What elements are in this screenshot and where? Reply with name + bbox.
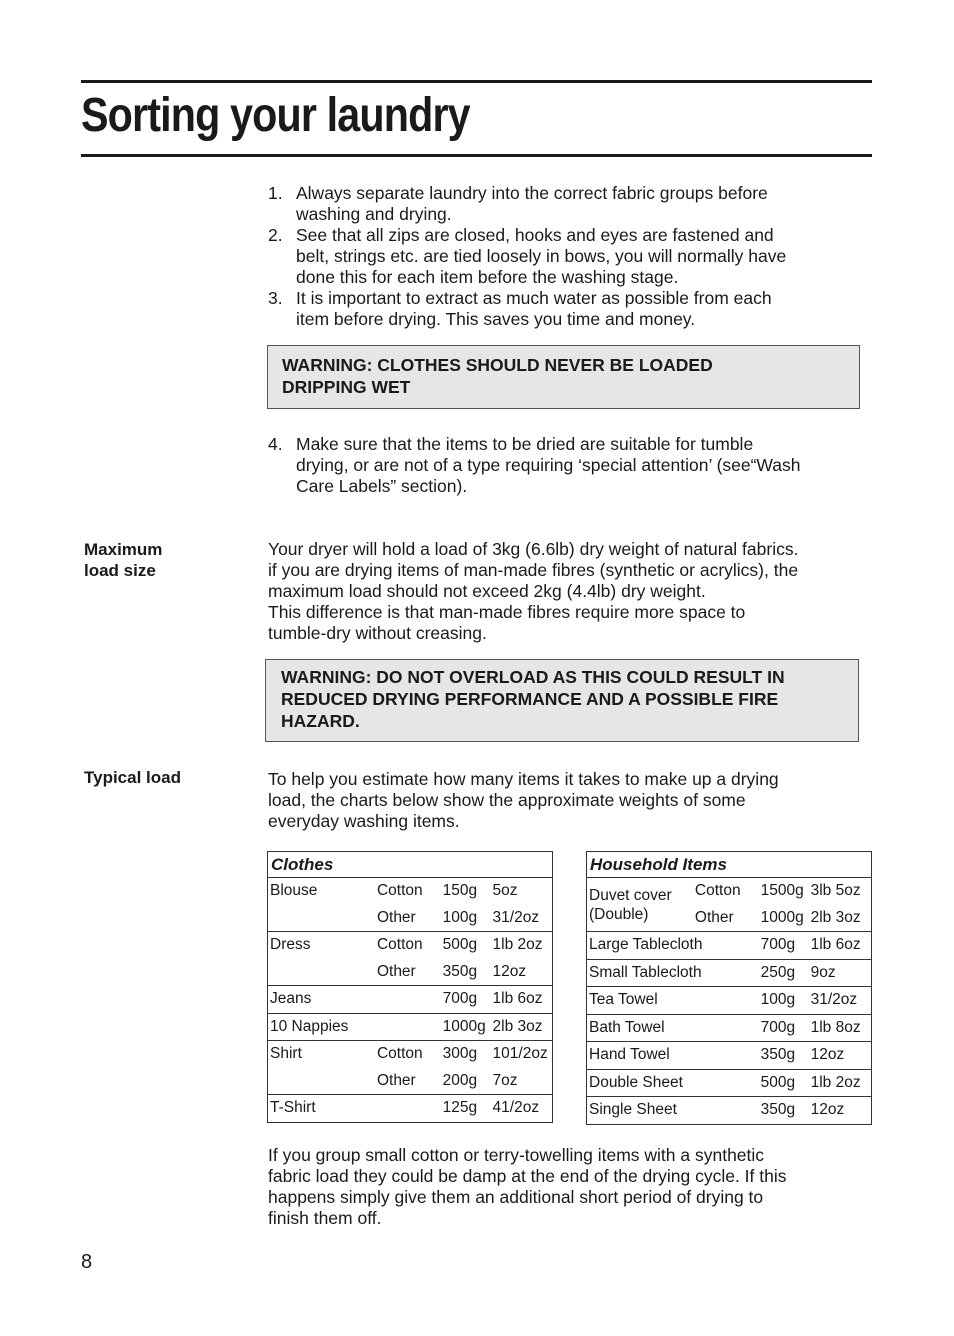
list-item: 3. It is important to extract as much water as possible from each item before drying. This saves you time and money. (268, 288, 772, 329)
title-bottom-rule (81, 154, 872, 157)
closing-note-text: If you group small cotton or terry-towelling items with a synthetic fabric load they could be damp at the end of the drying cycle. If this happens simply give them an additional short period of drying to finish them off. (268, 1145, 787, 1228)
table-row: Jeans 700g 1lb 6oz (268, 986, 553, 1014)
table-row: Dress Cotton 500g 1lb 2oz (268, 932, 553, 959)
table-row: Double Sheet 500g 1lb 2oz (587, 1069, 872, 1097)
table-row: Small Tablecloth 250g 9oz (587, 959, 872, 987)
clothes-weights-table (267, 851, 553, 1123)
list-item: 2. See that all zips are closed, hooks and eyes are fastened and belt, strings etc. are tied loosely in bows, you will normally have done this for each item before the washing stage. (268, 225, 787, 287)
typical-load-label: Typical load (84, 768, 181, 787)
clothes-table-heading: Clothes (268, 852, 553, 878)
warning-box-dripping-wet: WARNING: CLOTHES SHOULD NEVER BE LOADED DRIPPING WET (267, 345, 860, 409)
sorting-steps-list (268, 183, 869, 330)
table-row: Hand Towel 350g 12oz (587, 1042, 872, 1070)
warning-box-overload: WARNING: DO NOT OVERLOAD AS THIS COULD RESULT IN REDUCED DRYING PERFORMANCE AND A POSSIBLE FIRE HAZARD. (265, 659, 859, 742)
table-row: 10 Nappies 1000g 2lb 3oz (268, 1013, 553, 1041)
table-row: Single Sheet 350g 12oz (587, 1097, 872, 1125)
typical-load-text: To help you estimate how many items it takes to make up a drying load, the charts below show the approximate weights of some everyday washing items. (268, 769, 779, 831)
table-row: Tea Towel 100g 31/2oz (587, 987, 872, 1015)
list-item: 4. Make sure that the items to be dried are suitable for tumble drying, or are not of a type requiring ‘special attention’ (see“Wash Care Labels” section). (268, 434, 801, 496)
table-row: Other 350g 12oz (376, 962, 527, 980)
table-row: Blouse Cotton 150g 5oz (270, 882, 518, 900)
table-row: Shirt Cotton 300g 101/2oz (268, 1041, 553, 1068)
table-row: Bath Towel 700g 1lb 8oz (587, 1014, 872, 1042)
sorting-step-4 (268, 434, 869, 497)
maximum-load-size-label: Maximum load size (84, 540, 163, 580)
page-number: 8 (81, 1251, 93, 1273)
table-row: Large Tablecloth 700g 1lb 6oz (587, 932, 872, 960)
title-top-rule (81, 80, 872, 83)
household-table-heading: Household Items (587, 852, 872, 878)
list-item: 1. Always separate laundry into the correct fabric groups before washing and drying. (268, 183, 768, 224)
table-row: Other 100g 31/2oz (376, 908, 540, 926)
table-row: Duvet cover (Double) Cotton 1500g 3lb 5oz (589, 882, 861, 923)
table-row: Other 200g 7oz (376, 1071, 518, 1089)
household-items-weights-table (586, 851, 872, 1125)
page-title: Sorting your laundry (81, 89, 470, 142)
table-row: Other 1000g 2lb 3oz (694, 908, 861, 926)
table-row: T-Shirt 125g 41/2oz (268, 1095, 553, 1123)
maximum-load-text: Your dryer will hold a load of 3kg (6.6lb) dry weight of natural fabrics. if you are drying items of man-made fibres (synthetic or acrylics), the maximum load should not exceed 2kg (4.4lb) dry weight. This difference is that man-made fibres require more space to tumble-dry without creasing. (268, 539, 799, 643)
